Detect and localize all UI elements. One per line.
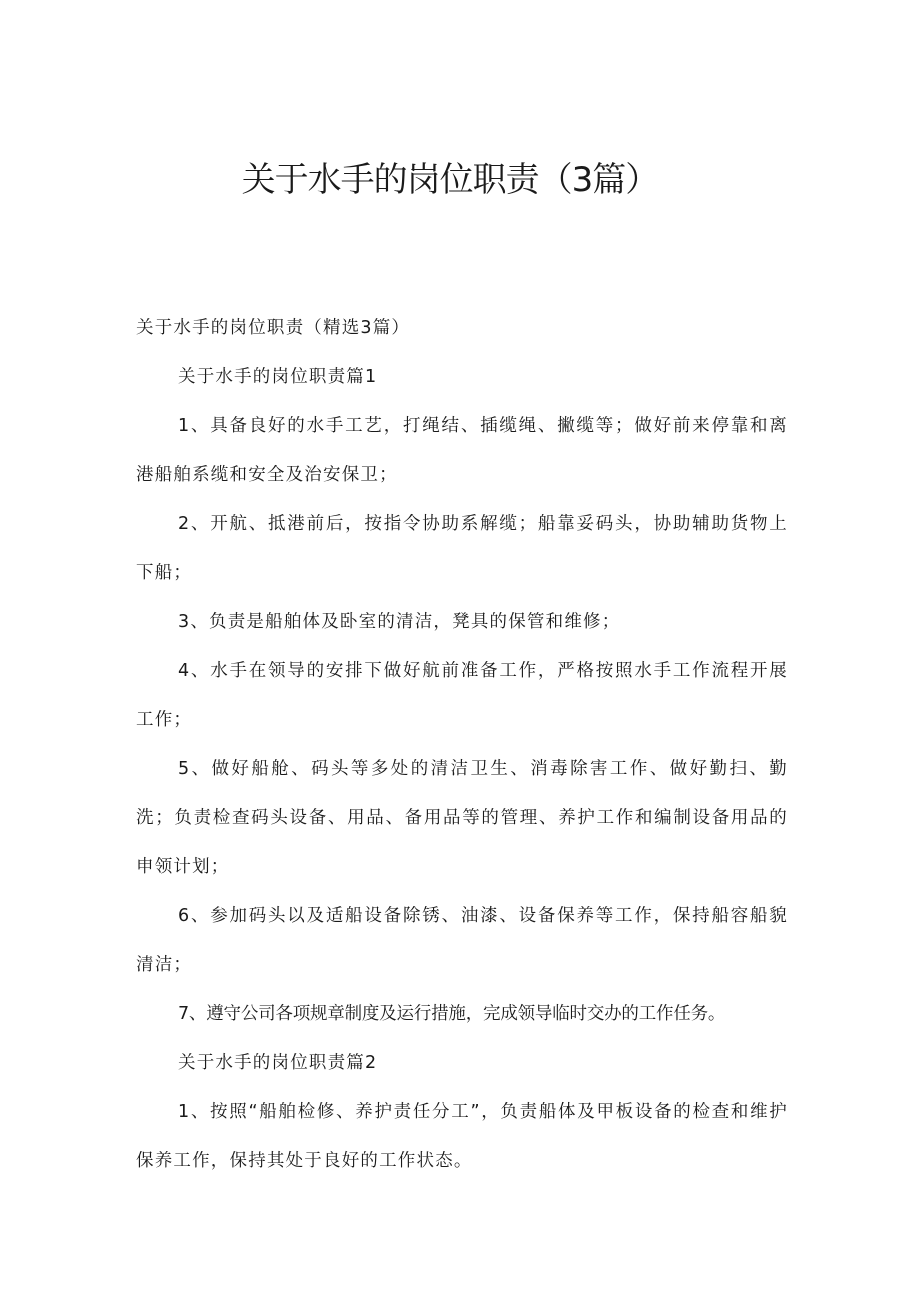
list-item: 1、按照“船舶检修、养护责任分工”，负责船体及甲板设备的检查和维护保养工作，保持其处于良好的工作状态。	[136, 1102, 788, 1171]
list-item: 4、水手在领导的安排下做好航前准备工作，严格按照水手工作流程开展工作；	[136, 661, 788, 730]
list-item: 1、具备良好的水手工艺，打绳结、插缆绳、撇缆等；做好前来停靠和离港船舶系缆和安全及治安保卫；	[136, 416, 788, 485]
document-title: 关于水手的岗位职责（3篇）	[241, 160, 659, 200]
document-body	[136, 304, 788, 1186]
list-item: 6、参加码头以及适船设备除锈、油漆、设备保养等工作，保持船容船貌清洁；	[136, 906, 788, 975]
section-heading: 关于水手的岗位职责篇2	[178, 1053, 378, 1073]
list-item: 7、遵守公司各项规章制度及运行措施，完成领导临时交办的工作任务。	[178, 1004, 726, 1024]
document-subtitle: 关于水手的岗位职责（精选3篇）	[136, 318, 411, 338]
list-item: 5、做好船舱、码头等多处的清洁卫生、消毒除害工作、做好勤扫、勤洗；负责检查码头设备、用品、备用品等的管理、养护工作和编制设备用品的申领计划；	[136, 759, 788, 877]
list-item: 3、负责是船舶体及卧室的清洁，凳具的保管和维修；	[178, 612, 621, 632]
section-heading: 关于水手的岗位职责篇1	[178, 367, 378, 387]
list-item: 2、开航、抵港前后，按指令协助系解缆；船靠妥码头，协助辅助货物上下船；	[136, 514, 788, 583]
